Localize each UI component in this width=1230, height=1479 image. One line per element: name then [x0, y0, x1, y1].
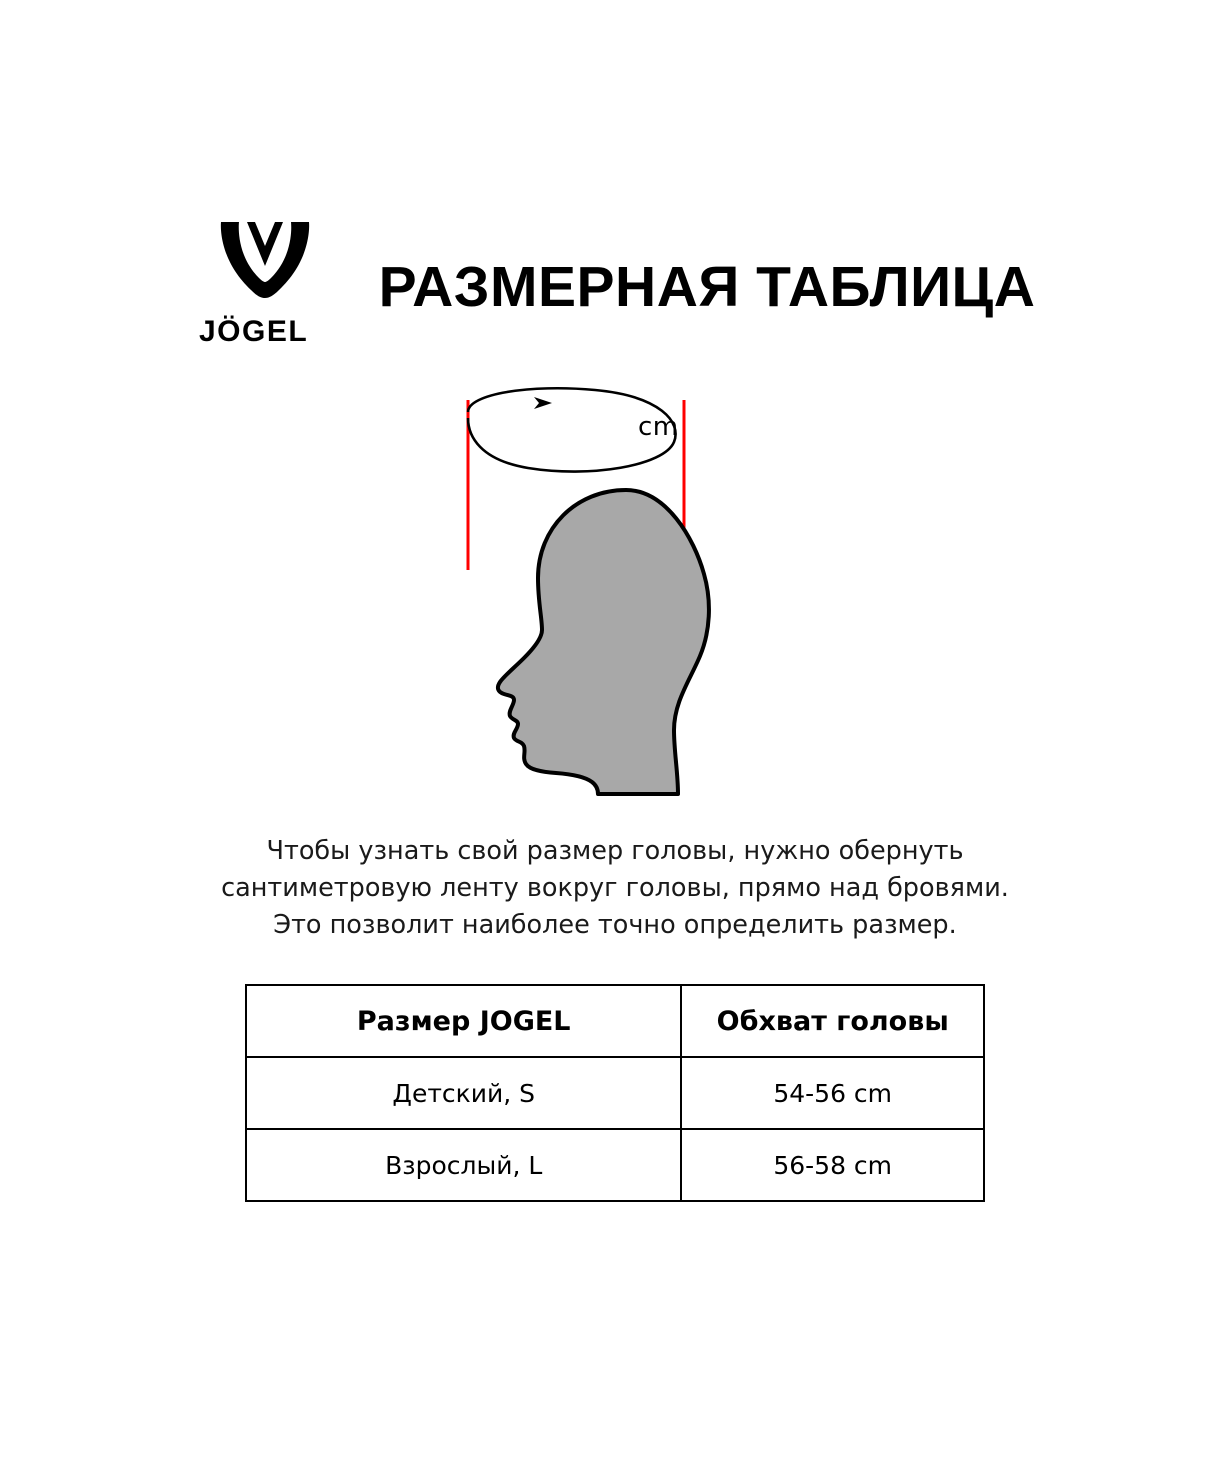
- brand-wordmark: [197, 310, 333, 354]
- head-measurement-illustration: [450, 380, 780, 820]
- size-table: [245, 984, 985, 1202]
- description-text: [205, 833, 1025, 945]
- table-cell-circumference: 54-56 cm: [681, 1057, 984, 1129]
- table-header-row: [246, 985, 984, 1057]
- table-cell-size: Детский, S: [246, 1057, 681, 1129]
- description-line-1: Чтобы узнать свой размер головы, нужно обернуть: [266, 836, 964, 866]
- tape-arrow-icon: [534, 397, 552, 409]
- description-line-2: сантиметровую ленту вокруг головы, прямо над бровями.: [221, 873, 1009, 904]
- description-line-3: Это позволит наиболее точно определить размер.: [273, 910, 957, 941]
- page-title: РАЗМЕРНАЯ ТАБЛИЦА: [378, 255, 1036, 319]
- table-row: [246, 1129, 984, 1201]
- header: [0, 218, 1230, 353]
- table-row: [246, 1057, 984, 1129]
- table-header-circumference: Обхват головы: [681, 985, 984, 1057]
- head-profile-icon: [498, 490, 709, 794]
- measure-unit-label: cm: [638, 412, 679, 442]
- brand-logo: [195, 218, 335, 353]
- table-cell-size: Взрослый, L: [246, 1129, 681, 1201]
- jogel-v-mark-icon: [213, 218, 317, 306]
- svg-text:JÖGEL: JÖGEL: [198, 315, 308, 348]
- table-header-size: Размер JOGEL: [246, 985, 681, 1057]
- table-cell-circumference: 56-58 cm: [681, 1129, 984, 1201]
